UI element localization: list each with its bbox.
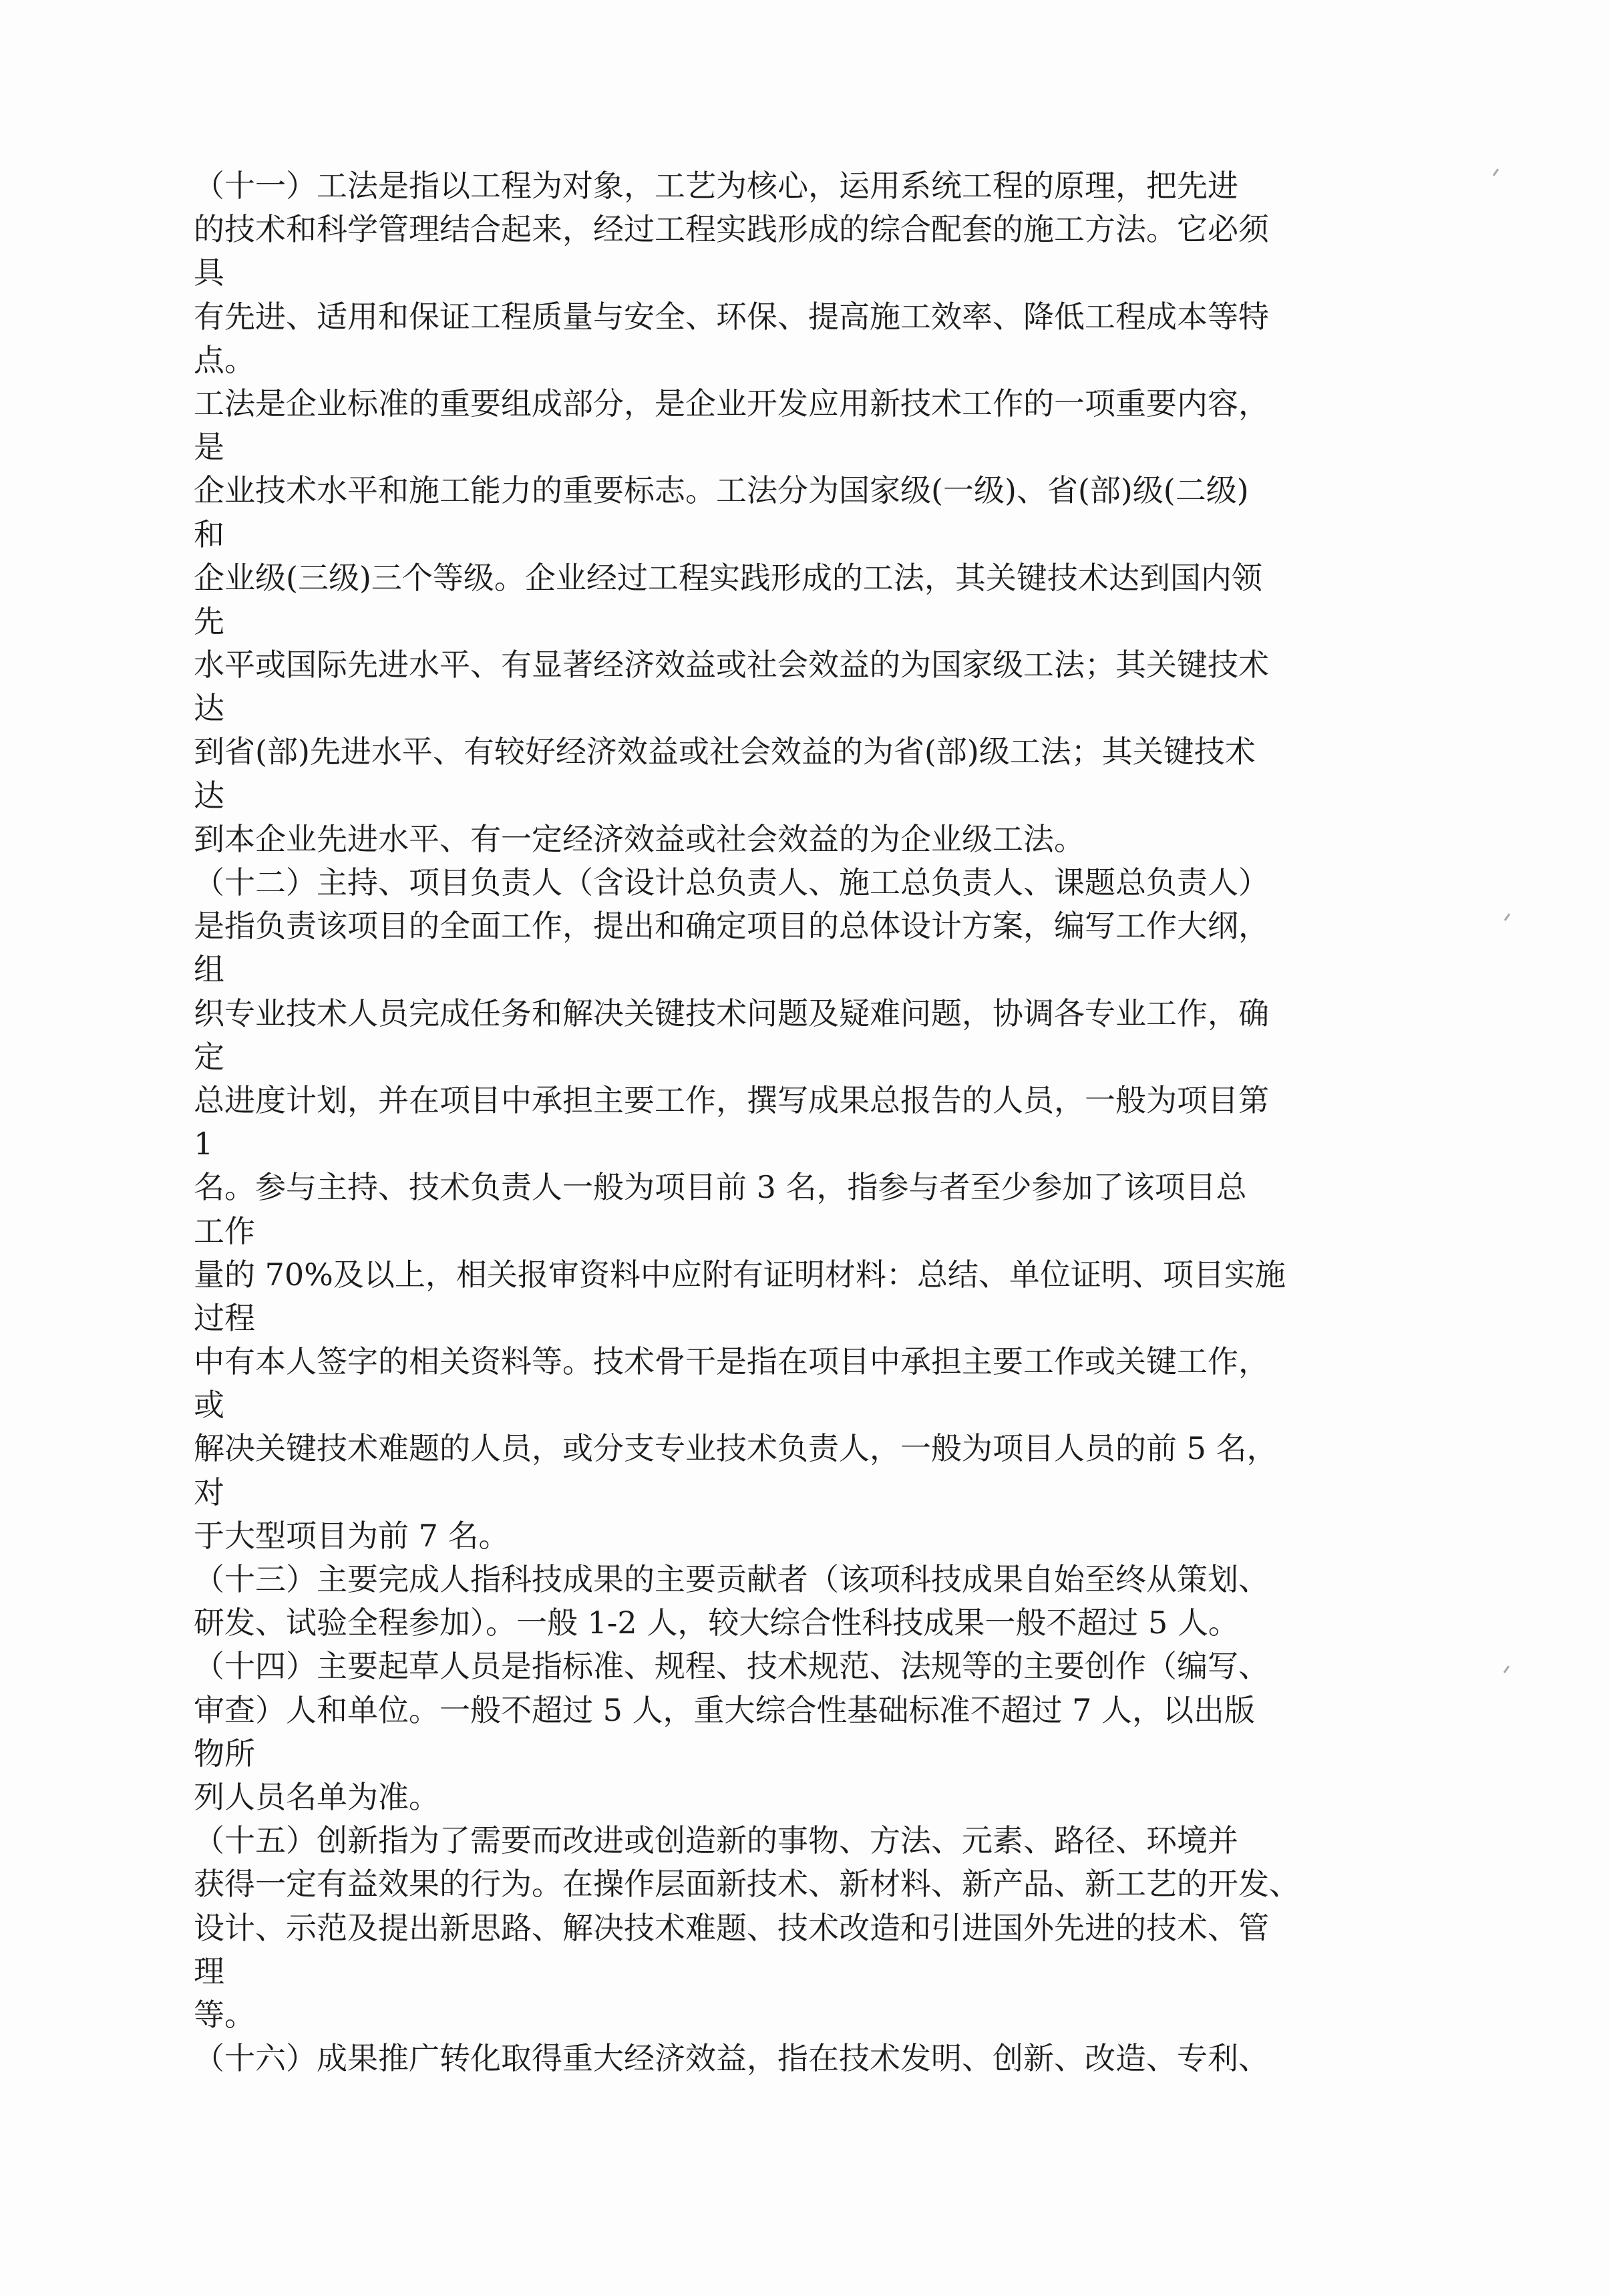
- text-line: 名。参与主持、技术负责人一般为项目前 3 名，指参与者至少参加了该项目总: [194, 1169, 1247, 1206]
- text-line: 理: [194, 1953, 224, 1989]
- text-line: （十四）主要起草人员是指标准、规程、技术规范、法规等的主要创作（编写、: [194, 1648, 1269, 1685]
- text-line: 有先进、适用和保证工程质量与安全、环保、提高施工效率、降低工程成本等特: [194, 298, 1269, 335]
- text-line: 工法是企业标准的重要组成部分，是企业开发应用新技术工作的一项重要内容，: [194, 385, 1269, 422]
- scan-speck: [1504, 913, 1510, 921]
- text-line: 达: [194, 777, 224, 814]
- text-line: 设计、示范及提出新思路、解决技术难题、技术改造和引进国外先进的技术、管: [194, 1909, 1269, 1946]
- text-line: 物所: [194, 1735, 255, 1772]
- text-line: 列人员名单为准。: [194, 1778, 439, 1815]
- text-line: 总进度计划，并在项目中承担主要工作，撰写成果总报告的人员，一般为项目第: [194, 1082, 1269, 1118]
- text-line: 和: [194, 516, 224, 552]
- text-line: 组: [194, 951, 224, 988]
- text-line: 的技术和科学管理结合起来，经过工程实践形成的综合配套的施工方法。它必须: [194, 211, 1269, 248]
- scan-speck: [1493, 168, 1499, 176]
- text-line: 具: [194, 255, 224, 291]
- text-line: 先: [194, 603, 224, 639]
- text-line: （十三）主要完成人指科技成果的主要贡献者（该项科技成果自始至终从策划、: [194, 1561, 1269, 1597]
- text-line: 到本企业先进水平、有一定经济效益或社会效益的为企业级工法。: [194, 820, 1085, 857]
- text-line: 企业级(三级)三个等级。企业经过工程实践形成的工法，其关键技术达到国内领: [194, 559, 1262, 596]
- scan-speck: [1503, 1665, 1509, 1673]
- text-line: 等。: [194, 1996, 255, 2033]
- text-line: 解决关键技术难题的人员，或分支专业技术负责人，一般为项目人员的前 5 名，: [194, 1430, 1278, 1467]
- text-line: （十二）主持、项目负责人（含设计总负责人、施工总负责人、课题总负责人）: [194, 864, 1269, 900]
- text-line: 于大型项目为前 7 名。: [194, 1517, 510, 1554]
- text-line: 工作: [194, 1212, 255, 1249]
- text-line: 达: [194, 690, 224, 727]
- text-line: 过程: [194, 1299, 255, 1336]
- text-line: 织专业技术人员完成任务和解决关键技术问题及疑难问题，协调各专业工作，确: [194, 995, 1269, 1031]
- text-line: 是指负责该项目的全面工作，提出和确定项目的总体设计方案，编写工作大纲，: [194, 908, 1269, 945]
- text-line: 是: [194, 429, 224, 466]
- text-line: 或: [194, 1387, 224, 1424]
- text-line: （十六）成果推广转化取得重大经济效益，指在技术发明、创新、改造、专利、: [194, 2040, 1269, 2077]
- text-line: 研发、试验全程参加）。一般 1-2 人，较大综合性科技成果一般不超过 5 人。: [194, 1605, 1239, 1641]
- text-line: 到省(部)先进水平、有较好经济效益或社会效益的为省(部)级工法；其关键技术: [194, 733, 1256, 770]
- text-line: 量的 70%及以上，相关报审资料中应附有证明材料：总结、单位证明、项目实施: [194, 1256, 1286, 1293]
- text-line: （十一）工法是指以工程为对象，工艺为核心，运用系统工程的原理，把先进: [194, 168, 1238, 204]
- text-line: 企业技术水平和施工能力的重要标志。工法分为国家级(一级)、省(部)级(二级): [194, 472, 1249, 509]
- text-line: （十五）创新指为了需要而改进或创造新的事物、方法、元素、路径、环境并: [194, 1822, 1238, 1859]
- text-line: 中有本人签字的相关资料等。技术骨干是指在项目中承担主要工作或关键工作，: [194, 1343, 1269, 1380]
- text-line: 审查）人和单位。一般不超过 5 人，重大综合性基础标准不超过 7 人，以出版: [194, 1691, 1256, 1728]
- text-line: 获得一定有益效果的行为。在操作层面新技术、新材料、新产品、新工艺的开发、: [194, 1866, 1300, 1903]
- text-line: 定: [194, 1038, 224, 1075]
- text-line: 1: [194, 1126, 214, 1162]
- text-line: 对: [194, 1474, 224, 1510]
- text-line: 点。: [194, 341, 255, 378]
- text-line: 水平或国际先进水平、有显著经济效益或社会效益的为国家级工法；其关键技术: [194, 647, 1269, 683]
- document-body: [194, 164, 1429, 2080]
